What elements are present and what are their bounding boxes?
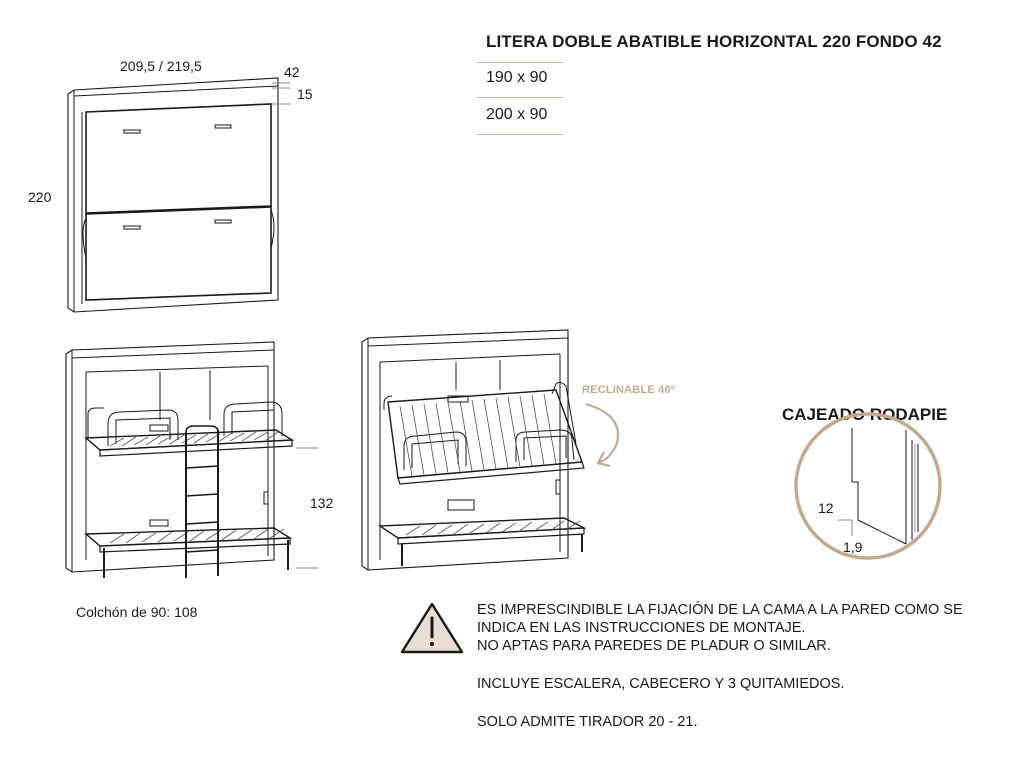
recline-label: RECLINABLE 40º	[582, 384, 675, 396]
detail-depth-dimension: 1,9	[843, 539, 863, 555]
lower-bed-height-dimension: 132	[310, 495, 334, 511]
height-dimension: 220	[28, 189, 52, 205]
note-line-5: SOLO ADMITE TIRADOR 20 - 21.	[477, 714, 698, 730]
size-option-190x90: 190 x 90	[477, 62, 563, 98]
note-line-1: ES IMPRESCINDIBLE LA FIJACIÓN DE LA CAMA A LA PARED COMO SE	[477, 602, 963, 618]
installation-notes	[477, 601, 1017, 731]
note-line-3: NO APTAS PARA PAREDES DE PLADUR O SIMILAR.	[477, 638, 831, 654]
recline-arrow-icon	[586, 404, 618, 466]
mattress-note: Colchón de 90: 108	[76, 604, 198, 620]
depth-dimension: 42	[284, 64, 300, 80]
note-line-2: INDICA EN LAS INSTRUCCIONES DE MONTAJE.	[477, 620, 806, 636]
detail-title: CAJEADO RODAPIE	[782, 405, 948, 424]
warning-icon	[402, 604, 462, 652]
detail-height-dimension: 12	[818, 500, 834, 516]
size-option-200x90: 200 x 90	[477, 99, 563, 135]
width-dimension: 209,5 / 219,5	[120, 58, 202, 74]
open-bunk-drawing	[66, 342, 318, 578]
reclined-bed-drawing	[362, 330, 584, 570]
top-thickness-dimension: 15	[297, 86, 313, 102]
product-title: LITERA DOBLE ABATIBLE HORIZONTAL 220 FONDO 42	[486, 32, 942, 51]
closed-cabinet-drawing	[68, 78, 290, 312]
detail-circle-drawing	[796, 414, 940, 558]
note-line-4: INCLUYE ESCALERA, CABECERO Y 3 QUITAMIEDOS.	[477, 676, 845, 692]
